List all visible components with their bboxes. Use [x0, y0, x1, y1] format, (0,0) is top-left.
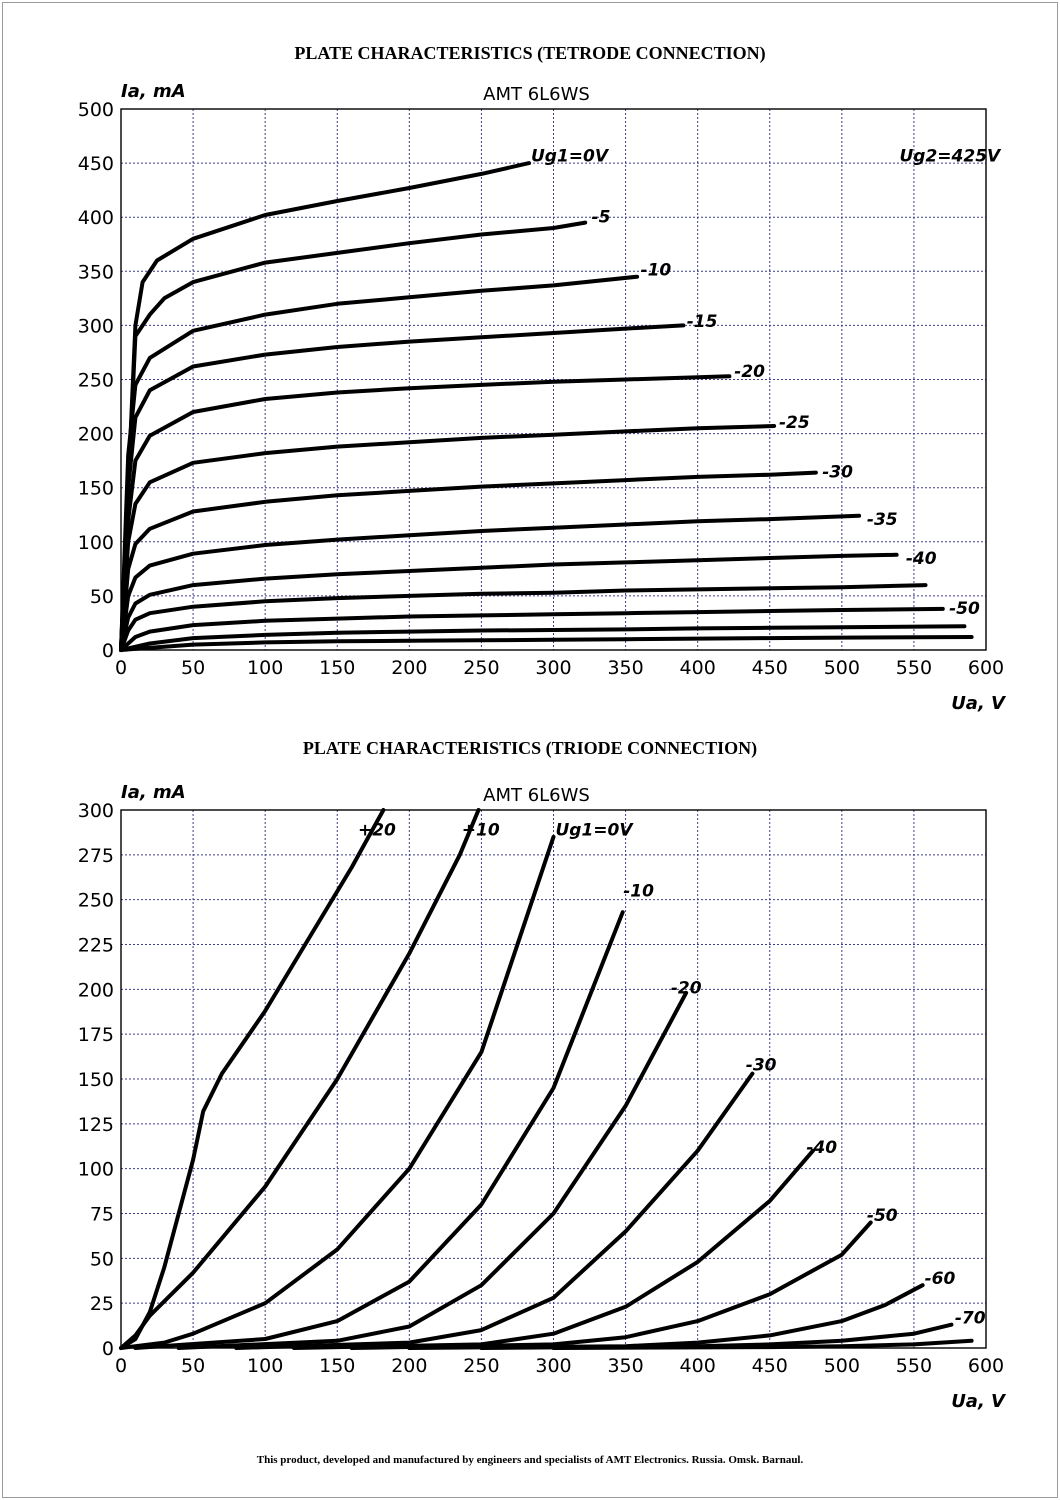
y-tick-label: 50	[89, 1248, 114, 1271]
tetrode-chart	[78, 81, 1007, 714]
footer-note: This product, developed and manufactured by engineers and specialists of AMT Electronics. Russia. Omsk. Barnaul.	[256, 1454, 804, 1466]
y-axis-label: Ia, mA	[121, 81, 186, 102]
y-tick-label: 250	[77, 889, 114, 912]
x-tick-label: 200	[391, 657, 428, 679]
series-label: -50	[866, 1206, 898, 1227]
series-label: -25	[778, 412, 810, 433]
y-tick-label: 50	[89, 585, 114, 608]
y-tick-label: 125	[77, 1113, 114, 1136]
x-tick-label: 50	[180, 657, 206, 679]
x-tick-label: 550	[895, 657, 933, 679]
series-label: -5	[591, 207, 611, 228]
series-label: Ug1=0V	[555, 820, 633, 841]
x-tick-label: 350	[607, 1355, 644, 1377]
y-tick-label: 100	[77, 1158, 114, 1181]
series-label: -50	[949, 598, 980, 619]
series-curve	[121, 376, 729, 650]
x-tick-label: 150	[319, 657, 356, 679]
y-tick-label: 150	[77, 477, 114, 500]
y-tick-label: 100	[77, 531, 114, 554]
x-tick-label: 500	[823, 1355, 860, 1377]
tetrode-heading: PLATE CHARACTERISTICS (TETRODE CONNECTION)	[294, 43, 766, 63]
x-tick-label: 500	[823, 657, 860, 679]
triode-chart	[78, 782, 1007, 1412]
y-tick-label: 500	[77, 99, 114, 121]
y-tick-label: 0	[101, 640, 114, 662]
series-label: -10	[640, 260, 672, 281]
chart-title: AMT 6L6WS	[483, 84, 590, 105]
y-tick-label: 0	[101, 1338, 114, 1360]
series-label: -70	[954, 1308, 986, 1329]
series-label: -30	[745, 1055, 777, 1076]
y-tick-label: 150	[77, 1069, 114, 1091]
x-tick-label: 100	[247, 657, 284, 679]
y-tick-label: 275	[77, 844, 114, 867]
x-tick-label: 0	[114, 657, 128, 679]
series-label: -15	[686, 312, 718, 333]
series-label: -30	[822, 462, 853, 483]
x-tick-label: 600	[967, 1355, 1005, 1377]
x-tick-label: 100	[247, 1355, 284, 1377]
triode-heading: PLATE CHARACTERISTICS (TRIODE CONNECTION)	[302, 738, 758, 758]
y-tick-label: 400	[77, 207, 114, 230]
x-tick-label: 450	[751, 1355, 788, 1377]
y-tick-label: 300	[77, 315, 114, 338]
y-tick-label: 175	[77, 1024, 114, 1047]
y-tick-label: 350	[77, 261, 114, 284]
y-tick-label: 25	[89, 1293, 114, 1316]
y-tick-label: 200	[77, 423, 114, 446]
y-tick-label: 200	[77, 979, 114, 1002]
series-curve	[121, 810, 383, 1348]
series-label: -40	[806, 1137, 838, 1158]
series-label: -20	[734, 362, 765, 383]
series-label: -10	[623, 881, 654, 902]
x-tick-label: 200	[391, 1355, 428, 1377]
x-tick-label: 250	[463, 657, 500, 679]
series-label: -40	[905, 549, 937, 570]
x-tick-label: 150	[319, 1355, 356, 1377]
x-tick-label: 400	[679, 1355, 716, 1377]
x-tick-label: 0	[114, 1355, 128, 1377]
y-tick-label: 450	[77, 153, 114, 176]
y-tick-label: 75	[89, 1203, 114, 1226]
series-curve	[179, 993, 686, 1348]
series-label: +20	[357, 820, 396, 841]
annotation-label: Ug2=425V	[899, 146, 1001, 167]
y-tick-label: 300	[77, 800, 114, 822]
x-tick-label: 600	[967, 657, 1005, 679]
x-axis-label: Ua, V	[951, 1391, 1005, 1412]
series-label: Ug1=0V	[530, 146, 609, 167]
x-tick-label: 400	[679, 657, 716, 679]
x-tick-label: 50	[180, 1355, 206, 1377]
series-label: -20	[670, 978, 702, 999]
x-tick-label: 300	[535, 1355, 572, 1377]
x-tick-label: 300	[535, 657, 572, 679]
series-curve	[135, 912, 622, 1348]
y-tick-label: 225	[77, 934, 114, 957]
x-tick-label: 250	[463, 1355, 500, 1377]
x-tick-label: 350	[607, 657, 644, 679]
x-axis-label: Ua, V	[951, 693, 1005, 714]
chart-title: AMT 6L6WS	[483, 785, 590, 806]
x-tick-label: 550	[895, 1355, 933, 1377]
x-tick-label: 450	[751, 657, 788, 679]
y-axis-label: Ia, mA	[121, 782, 186, 803]
series-label: -35	[866, 510, 898, 531]
series-label: -60	[924, 1268, 956, 1289]
y-tick-label: 250	[77, 369, 114, 392]
series-label: +10	[461, 820, 500, 841]
series-curve	[121, 637, 972, 650]
